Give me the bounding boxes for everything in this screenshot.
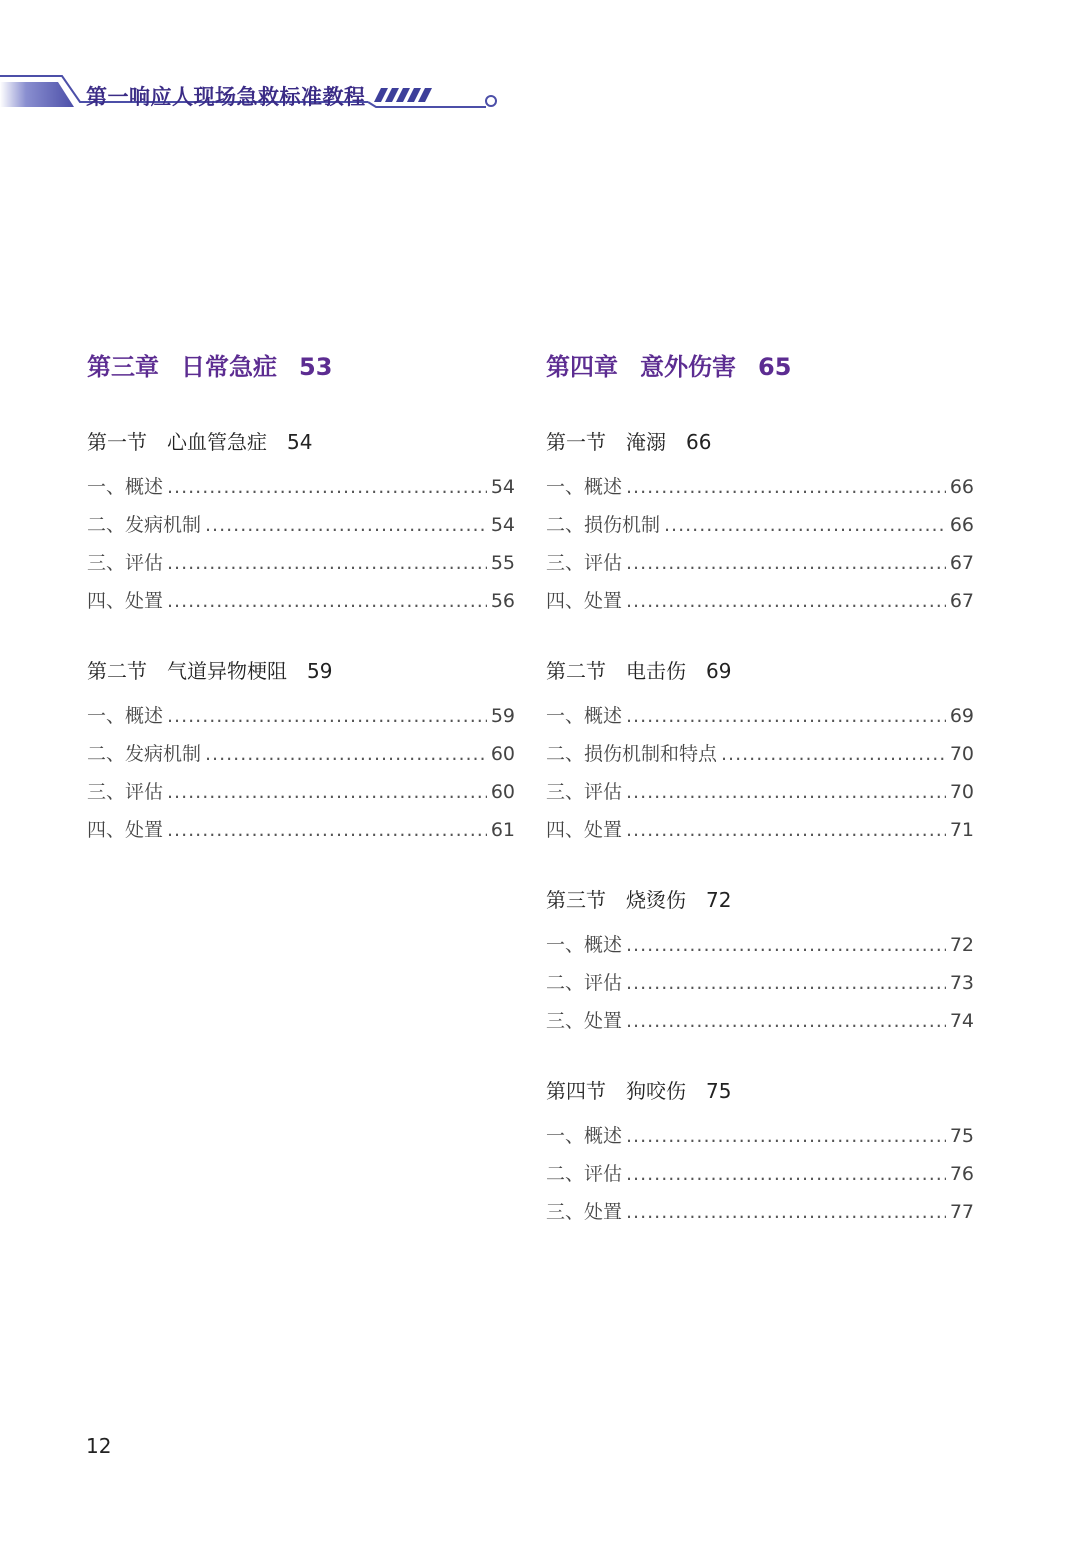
entry-page: 60: [490, 743, 515, 765]
toc-section-group: [546, 422, 974, 620]
toc-section-group: [546, 880, 974, 1040]
section-page: 75: [706, 1079, 732, 1103]
toc-entry[interactable]: [546, 1117, 974, 1155]
entry-page: 76: [949, 1163, 974, 1185]
entry-page: 73: [949, 972, 974, 994]
book-title: 第一响应人现场急救标准教程: [86, 85, 366, 109]
entry-label: 三、处置: [546, 1010, 623, 1032]
entry-label: 二、评估: [546, 1163, 623, 1185]
dot-leader: [626, 1155, 946, 1193]
entry-page: 77: [949, 1201, 974, 1223]
section-page: 59: [307, 659, 333, 683]
entry-label: 一、概述: [546, 1125, 623, 1147]
dot-leader: [205, 735, 487, 773]
entry-label: 三、评估: [87, 552, 164, 574]
entry-label: 三、评估: [546, 552, 623, 574]
toc-entry[interactable]: [87, 697, 515, 735]
toc-section-group: [546, 1071, 974, 1231]
section-heading[interactable]: [546, 880, 974, 920]
dot-leader: [721, 735, 946, 773]
entry-label: 二、评估: [546, 972, 623, 994]
chapter-heading[interactable]: [546, 345, 974, 389]
section-title: 电击伤: [626, 659, 686, 683]
toc-entry[interactable]: [87, 582, 515, 620]
entry-page: 67: [949, 552, 974, 574]
entry-label: 二、发病机制: [87, 514, 202, 536]
entry-page: 54: [490, 476, 515, 498]
dot-leader: [626, 468, 946, 506]
section-label: 第四节: [546, 1079, 606, 1103]
dot-leader: [167, 468, 487, 506]
toc-entry[interactable]: [546, 926, 974, 964]
dot-leader: [626, 811, 946, 849]
toc-entry[interactable]: [87, 544, 515, 582]
entry-page: 74: [949, 1010, 974, 1032]
entry-page: 54: [490, 514, 515, 536]
section-title: 气道异物梗阻: [167, 659, 287, 683]
section-title: 狗咬伤: [626, 1079, 686, 1103]
section-label: 第一节: [546, 430, 606, 454]
entry-page: 56: [490, 590, 515, 612]
toc-entry[interactable]: [546, 773, 974, 811]
entry-page: 59: [490, 705, 515, 727]
entry-label: 二、损伤机制和特点: [546, 743, 718, 765]
toc-entry[interactable]: [546, 1193, 974, 1231]
toc-entry[interactable]: [546, 697, 974, 735]
toc-entry[interactable]: [87, 773, 515, 811]
header-banner: [0, 60, 520, 120]
toc-right-column: [546, 345, 974, 1262]
dot-leader: [626, 1002, 946, 1040]
entry-page: 69: [949, 705, 974, 727]
toc-entry[interactable]: [546, 468, 974, 506]
entry-page: 55: [490, 552, 515, 574]
entry-label: 一、概述: [87, 705, 164, 727]
chapter-page: 53: [299, 353, 333, 381]
entry-label: 四、处置: [87, 819, 164, 841]
entry-label: 三、处置: [546, 1201, 623, 1223]
toc-entry[interactable]: [87, 735, 515, 773]
section-heading[interactable]: [546, 1071, 974, 1111]
dot-leader: [626, 773, 946, 811]
entry-page: 70: [949, 743, 974, 765]
toc-entry[interactable]: [546, 506, 974, 544]
chapter-label: 第三章: [87, 353, 159, 381]
dot-leader: [167, 811, 487, 849]
entry-label: 四、处置: [546, 819, 623, 841]
dot-leader: [626, 926, 946, 964]
section-heading[interactable]: [546, 422, 974, 462]
section-label: 第二节: [87, 659, 147, 683]
dot-leader: [626, 1117, 946, 1155]
entry-page: 70: [949, 781, 974, 803]
toc-entry[interactable]: [546, 735, 974, 773]
section-heading[interactable]: [87, 422, 515, 462]
dot-leader: [626, 544, 946, 582]
entry-label: 三、评估: [87, 781, 164, 803]
toc-entry[interactable]: [87, 506, 515, 544]
section-heading[interactable]: [546, 651, 974, 691]
entry-page: 66: [949, 476, 974, 498]
section-page: 54: [287, 430, 313, 454]
toc-left-column: [87, 345, 515, 880]
entry-page: 72: [949, 934, 974, 956]
section-page: 66: [686, 430, 712, 454]
section-page: 72: [706, 888, 732, 912]
section-label: 第三节: [546, 888, 606, 912]
entry-label: 一、概述: [546, 705, 623, 727]
entry-page: 61: [490, 819, 515, 841]
toc-entry[interactable]: [546, 964, 974, 1002]
toc-section-group: [546, 651, 974, 849]
dot-leader: [167, 582, 487, 620]
entry-page: 71: [949, 819, 974, 841]
chapter-heading[interactable]: [87, 345, 515, 389]
entry-label: 一、概述: [87, 476, 164, 498]
dot-leader: [626, 697, 946, 735]
section-title: 烧烫伤: [626, 888, 686, 912]
toc-section-group: [87, 651, 515, 849]
dot-leader: [626, 1193, 946, 1231]
section-label: 第一节: [87, 430, 147, 454]
entry-page: 75: [949, 1125, 974, 1147]
toc-entry[interactable]: [546, 582, 974, 620]
entry-label: 二、发病机制: [87, 743, 202, 765]
dot-leader: [167, 697, 487, 735]
entry-label: 一、概述: [546, 934, 623, 956]
toc-entry[interactable]: [546, 1155, 974, 1193]
dot-leader: [167, 544, 487, 582]
toc-entry[interactable]: [87, 468, 515, 506]
dot-leader: [664, 506, 946, 544]
entry-label: 四、处置: [546, 590, 623, 612]
entry-label: 二、损伤机制: [546, 514, 661, 536]
toc-section-group: [87, 422, 515, 620]
entry-label: 一、概述: [546, 476, 623, 498]
dot-leader: [626, 582, 946, 620]
section-title: 心血管急症: [167, 430, 267, 454]
chapter-title: 日常急症: [181, 353, 277, 381]
toc-entry[interactable]: [87, 811, 515, 849]
toc-entry[interactable]: [546, 811, 974, 849]
entry-page: 66: [949, 514, 974, 536]
section-title: 淹溺: [626, 430, 666, 454]
entry-label: 三、评估: [546, 781, 623, 803]
entry-page: 60: [490, 781, 515, 803]
entry-page: 67: [949, 590, 974, 612]
chapter-page: 65: [758, 353, 792, 381]
page-number: 12: [86, 1434, 112, 1458]
dot-leader: [167, 773, 487, 811]
toc-entry[interactable]: [546, 1002, 974, 1040]
toc-entry[interactable]: [546, 544, 974, 582]
section-page: 69: [706, 659, 732, 683]
dot-leader: [205, 506, 487, 544]
section-label: 第二节: [546, 659, 606, 683]
dot-leader: [626, 964, 946, 1002]
entry-label: 四、处置: [87, 590, 164, 612]
chapter-title: 意外伤害: [640, 353, 736, 381]
section-heading[interactable]: [87, 651, 515, 691]
chapter-label: 第四章: [546, 353, 618, 381]
